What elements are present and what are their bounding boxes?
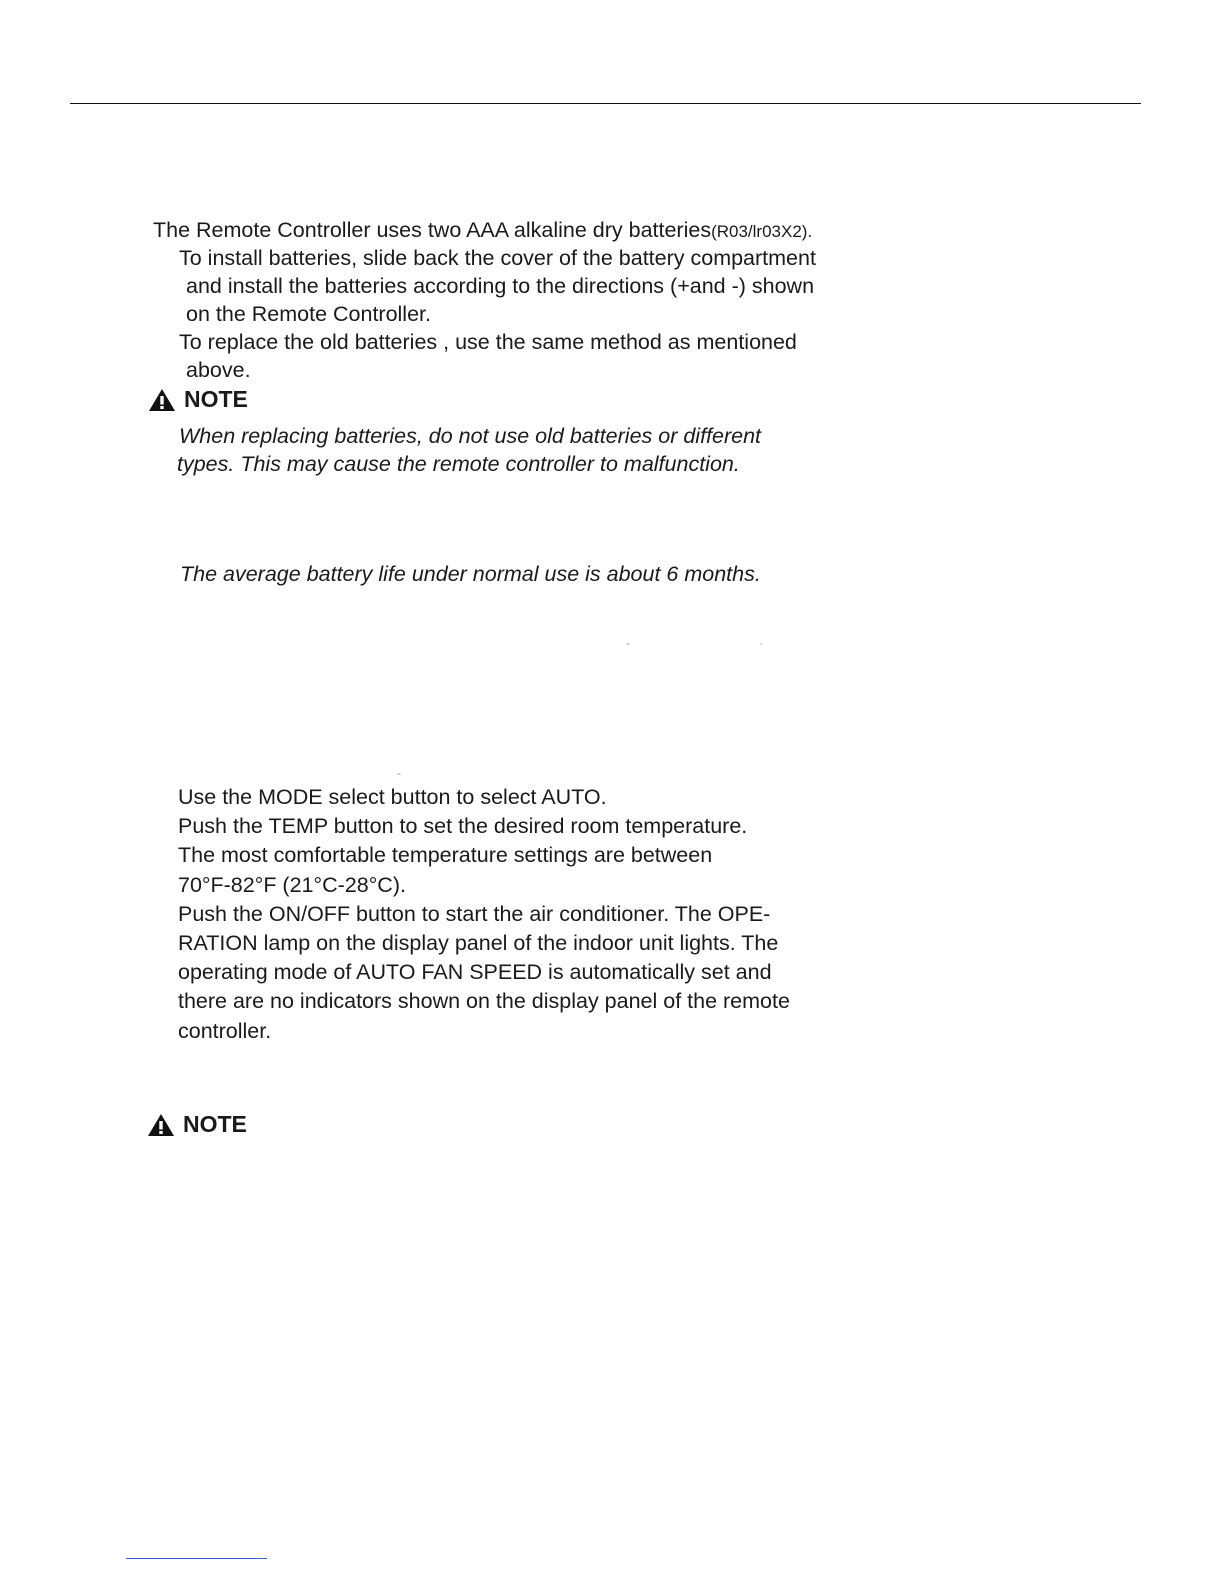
- install-line-2: and install the batteries according to the directions (+and -) shown: [186, 274, 815, 298]
- auto-step-4b: RATION lamp on the display panel of the indoor unit lights. The: [178, 931, 779, 955]
- scan-artifact: -: [397, 766, 401, 780]
- header-rule: [70, 103, 1141, 104]
- battery-note-label: NOTE: [184, 386, 248, 412]
- auto-step-1: Use the MODE select button to select AUTO.: [178, 785, 607, 809]
- auto-step-2: Push the TEMP button to set the desired room temperature.: [178, 814, 748, 838]
- scan-artifact: -: [626, 636, 630, 650]
- battery-intro: [153, 217, 812, 245]
- battery-life: The average battery life under normal use is about 6 months.: [180, 562, 761, 586]
- auto-step-3a: The most comfortable temperature settings are between: [178, 843, 713, 867]
- auto-step-4d: there are no indicators shown on the display panel of the remote: [178, 989, 790, 1013]
- scan-artifact: ·: [759, 636, 763, 650]
- note-text-line-2: types. This may cause the remote controller to malfunction.: [177, 452, 740, 476]
- replace-line-1: To replace the old batteries , use the same method as mentioned: [179, 330, 797, 354]
- install-line-3: on the Remote Controller.: [186, 302, 431, 326]
- install-line-1: To install batteries, slide back the cover of the battery compartment: [179, 246, 816, 270]
- footer-link-underline[interactable]: [126, 1558, 267, 1559]
- battery-note-heading: [148, 386, 248, 413]
- auto-step-4c: operating mode of AUTO FAN SPEED is automatically set and: [178, 960, 772, 984]
- auto-step-4e: controller.: [178, 1019, 272, 1043]
- auto-note-label: NOTE: [183, 1111, 247, 1137]
- battery-intro-main: The Remote Controller uses two AAA alkaline dry batteries: [153, 218, 712, 242]
- auto-note-heading: [147, 1111, 247, 1138]
- warning-triangle-icon: [148, 388, 176, 412]
- auto-step-3b: 70°F-82°F (21°C-28°C).: [178, 873, 406, 897]
- battery-model: (R03/lr03X2).: [711, 222, 813, 241]
- replace-line-2: above.: [186, 358, 251, 382]
- auto-step-4a: Push the ON/OFF button to start the air conditioner. The OPE-: [178, 902, 771, 926]
- note-text-line-1: When replacing batteries, do not use old batteries or different: [179, 424, 762, 448]
- warning-triangle-icon: [147, 1113, 175, 1137]
